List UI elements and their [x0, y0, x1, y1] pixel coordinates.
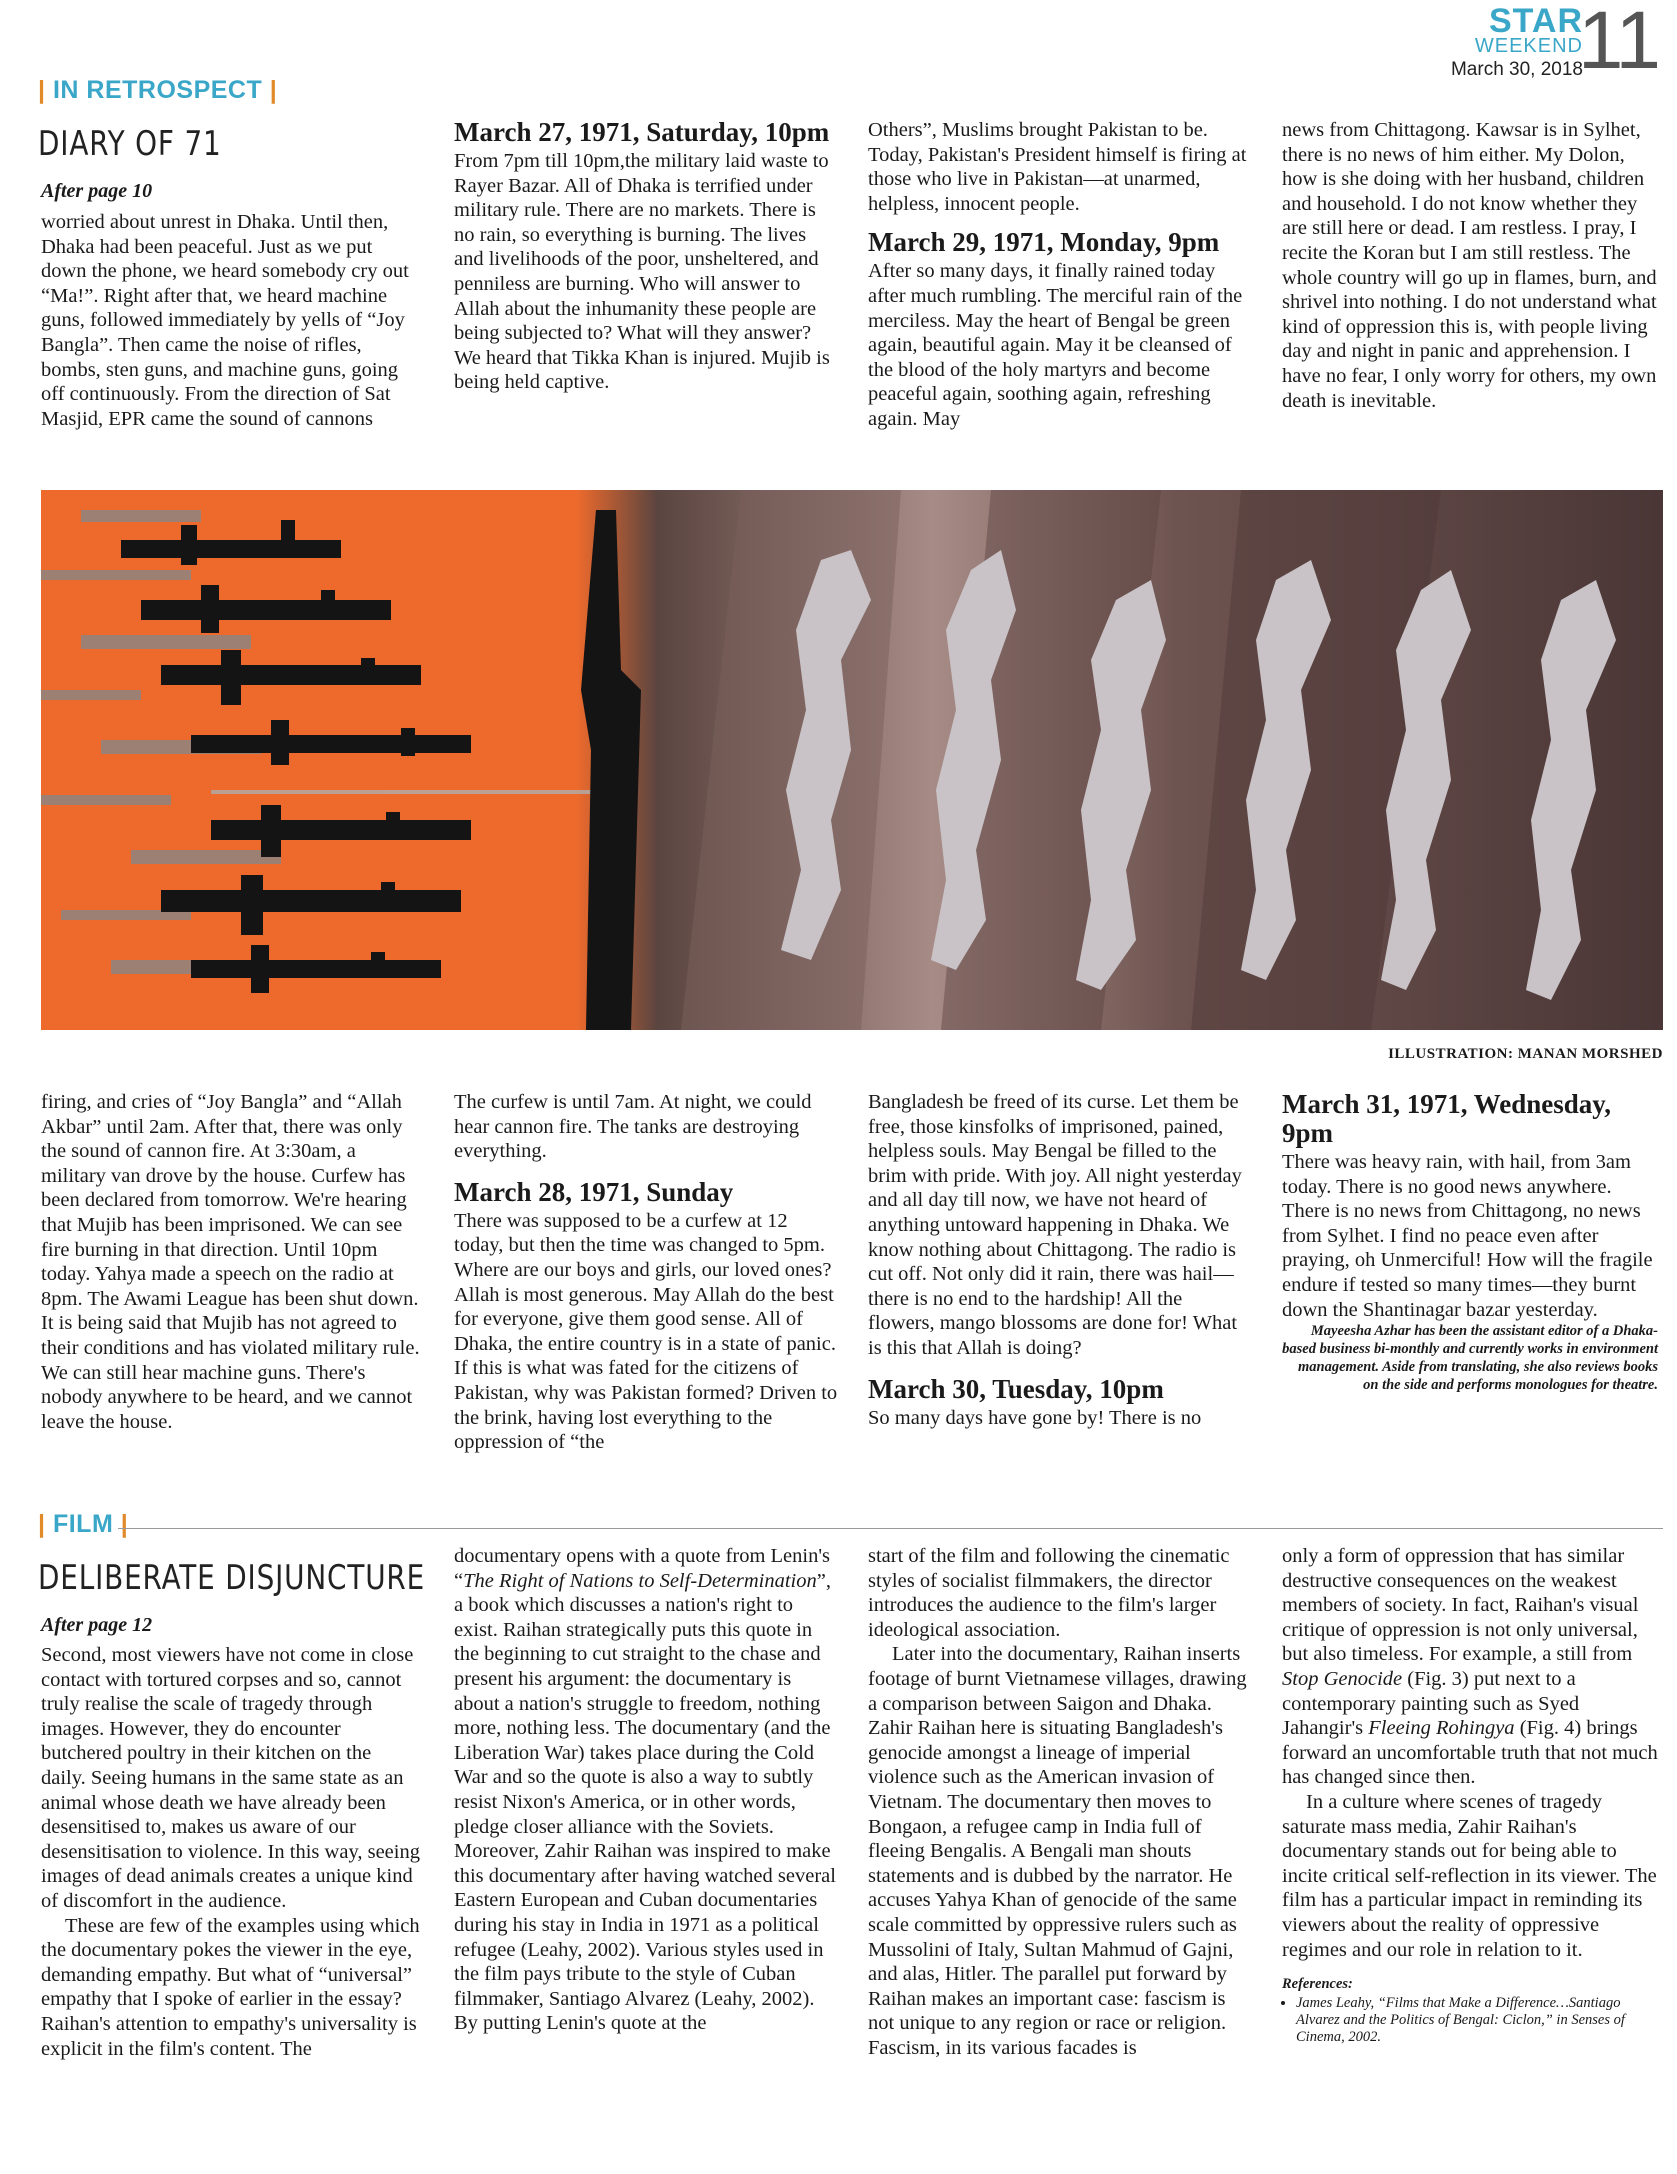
- paragraph: There was heavy rain, with hail, from 3am today. There is no good news anywhere. There is no news from Chittagong, no news from Sylhet. I find no peace even after praying, oh Unmerciful! How will the fragile endure if tested so many times—they burnt down the Shantinagar bazar yesterday.: [1282, 1151, 1653, 1321]
- article-column-5: [41, 1090, 421, 1434]
- section-label: FILM: [52, 1510, 114, 1538]
- author-bio: Mayeesha Azhar has been the assistant editor of a Dhaka-based business bi-monthly and currently works in environment management. Aside from translating, she also reviews books on the side and performs monologues for theatre.: [1282, 1323, 1658, 1394]
- paragraph: The curfew is until 7am. At night, we could hear cannon fire. The tanks are destroying everything.: [454, 1091, 812, 1163]
- page-number: 11: [1577, 0, 1659, 86]
- film-title: Stop Genocide: [1282, 1667, 1403, 1690]
- paragraph: There was supposed to be a curfew at 12 today, but then the time was changed to 5pm. Where are our boys and girls, our loved ones? Allah is most generous. May Allah do the best for everyone, give them good sense. All of Dhaka, the entire country is in a state of panic. If this is what was fated for the citizens of Pakistan, why was Pakistan formed? Driven to the brink, having lost everything to the oppression of “the: [454, 1209, 838, 1454]
- continued-from: After page 12: [41, 1614, 153, 1636]
- article-column-8: [1282, 1090, 1658, 1394]
- text-run: only a form of oppression that has similar destructive consequences on the weakest members of society. In fact, Raihan's visual critique of oppression is not only universal, but also timeless. For example, a still from: [1282, 1545, 1639, 1666]
- diary-entry-heading: March 29, 1971, Monday, 9pm: [868, 227, 1220, 258]
- article-title: DIARY OF 71: [38, 124, 222, 164]
- book-title: The Right of Nations to Self-Determination: [463, 1569, 817, 1592]
- paragraph: start of the film and following the cinematic styles of socialist filmmakers, the director introduces the audience to the film's larger ideological association.: [868, 1545, 1230, 1641]
- paragraph: So many days have gone by! There is no: [868, 1406, 1202, 1429]
- paragraph: Second, most viewers have not come in close contact with tortured corpses and so, cannot truly realise the scale of tragedy through images. However, they do encounter butchered poultry in their kitchen on the daily. Seeing humans in the same state as an animal whose death we have already been desensitised to, makes us aware of our desensitisation to violence. In this way, seeing images of dead animals creates a unique kind of discomfort in the audience.: [41, 1644, 420, 1912]
- paragraph: news from Chittagong. Kawsar is in Sylhet, there is no news of him either. My Dolon, how is she doing with her husband, children and household. I do not know whether they are still here or dead. I am restless. I pray, I recite the Koran but I am still restless. The whole country will go up in flames, burn, and shrivel into nothing. I do not understand what kind of oppression this is, with people living day and night in panic and apprehension. I have no fear, I only worry for others, my own death is inevitable.: [1282, 119, 1657, 412]
- text-run: documentary opens with a quote from Lenin's “: [454, 1545, 831, 1592]
- article-column-2: [454, 1544, 840, 2036]
- section-divider: [118, 1528, 1663, 1529]
- paragraph: worried about unrest in Dhaka. Until then, Dhaka had been peaceful. Just as we put down the phone, we heard somebody cry out “Ma!”. Right after that, we heard machine guns, followed immediately by yells of “Joy Bangla”. Then came the noise of rifles, bombs, sten guns, and machine guns, going off continuously. From the direction of Sat Masjid, EPR came the sound of cannons: [41, 211, 409, 430]
- article-column-7: [868, 1090, 1250, 1430]
- section-tag-retrospect: | IN RETROSPECT |: [38, 76, 278, 104]
- references-label: References:: [1282, 1976, 1353, 1993]
- text-run: (Fig. 3) put next to a contemporary painting such as Syed Jahangir's: [1282, 1667, 1580, 1740]
- article-column-2: [454, 118, 840, 395]
- paragraph: [454, 1544, 840, 2036]
- paragraph: Later into the documentary, Raihan inserts footage of burnt Vietnamese villages, drawing a comparison between Saigon and Dhaka. Zahir Raihan here is situating Bangladesh's genocide amongst a lineage of imperial violence such as the American invasion of Vietnam. The documentary then moves to Bongaon, a refugee camp in India full of fleeing Bengalis. A Bengali man shouts statements and is dubbed by the narrator. He accuses Yahya Khan of genocide of the same scale committed by oppressive rulers such as Mussolini of Italy, Sultan Mahmud of Gajni, and alas, Hitler. The parallel put forward by Raihan makes an important case: fascism is not unique to any region or race or religion. Fascism, in its various facades is: [868, 1643, 1247, 2059]
- paragraph: [1282, 1544, 1658, 1790]
- issue-date: March 30, 2018: [1450, 59, 1583, 80]
- section-tag-film: | FILM |: [38, 1510, 129, 1538]
- article-column-3: [868, 118, 1250, 432]
- article-title: DELIBERATE DISJUNCTURE: [38, 1558, 426, 1598]
- continued-from: After page 10: [41, 180, 153, 202]
- article-column-3: [868, 1544, 1250, 2060]
- paragraph: From 7pm till 10pm,the military laid waste to Rayer Bazar. All of Dhaka is terrified under military rule. There are no markets. There is no rain, so everything is burning. The lives and livelihoods of the poor, unsheltered, and penniless are burning. Who will answer to Allah about the inhumanity these people are being subjected to? What will they answer? We heard that Tikka Khan is injured. Mujib is being held captive.: [454, 150, 830, 394]
- diary-entry-heading: March 31, 1971, Wednesday, 9pm: [1282, 1089, 1612, 1148]
- text-run: ”, a book which discusses a nation's right to exist. Raihan strategically puts this quote in the beginning to cut straight to the chase and present his argument: the documentary is about a nation's struggle to freedom, nothing more, nothing less. The documentary (and the Liberation War) takes place during the Cold War and so the quote is also a way to subtly resist Nixon's America, or in other words, pledge closer alliance with the Soviets. Moreover, Zahir Raihan was inspired to make this documentary after having watched several Eastern European and Cuban documentaries during his stay in India in 1971 as a political refugee (Leahy, 2002). Various styles used in the film pays tribute to the style of Cuban filmmaker, Santiago Alvarez (Leahy, 2002). By putting Lenin's quote at the: [454, 1569, 836, 2035]
- reference-list: [1282, 1995, 1658, 2046]
- paragraph: Bangladesh be freed of its curse. Let them be free, those kinsfolks of imprisoned, pained, helpless souls. May Bengal be filled to the brim with pride. With joy. All night yesterday and all day till now, we have not heard of anything untoward happening in Dhaka. We know nothing about Chittagong. The radio is cut off. Not only did it rain, there was hail—there is no end to the hardship! All the flowers, mango blossoms are done for! What is this that Allah is doing?: [868, 1091, 1242, 1359]
- text-run: (Fig. 4) brings forward an uncomfortable truth that not much has changed since then.: [1282, 1717, 1658, 1789]
- diary-entry-heading: March 28, 1971, Sunday: [454, 1176, 734, 1207]
- paragraph: After so many days, it finally rained today after much rumbling. The merciful rain of the merciless. May the heart of Bengal be green again, beautiful again. May it be cleansed of the blood of the holy martyrs and become peaceful again, soothing again, refreshing again. May: [868, 260, 1243, 430]
- diary-entry-heading: March 27, 1971, Saturday, 10pm: [454, 117, 830, 147]
- paragraph: In a culture where scenes of tragedy saturate mass media, Zahir Raihan's documentary stands out for being able to incite critical self-reflection in its viewer. The film has a particular impact in reminding its viewers about the reality of oppressive regimes and our role in relation to it.: [1282, 1790, 1657, 1961]
- brand-name: STAR: [1488, 2, 1583, 40]
- painting-title: Fleeing Rohingya: [1368, 1717, 1515, 1740]
- article-column-4: [1282, 118, 1658, 413]
- paragraph: These are few of the examples using which the documentary pokes the viewer in the eye, demanding empathy. But what of “universal” empathy that I spoke of earlier in the essay? Raihan's attention to empathy's universality is explicit in the film's content. The: [41, 1914, 420, 2060]
- article-column-1: [41, 1643, 421, 2061]
- article-column-6: [454, 1090, 840, 1455]
- references: [1282, 1976, 1658, 2046]
- paragraph: firing, and cries of “Joy Bangla” and “Allah Akbar” until 2am. After that, there was only the sound of cannon fire. At 3:30am, a military van drove by the house. Curfew has been declared from tomorrow. We're hearing that Mujib has been imprisoned. We can see fire burning in that direction. Until 10pm today. Yahya made a speech on the radio at 8pm. The Awami League has been shut down. It is being said that Mujib has not agreed to their conditions and has violated military rule. We can still hear machine guns. There's nobody anywhere to be heard, and we cannot leave the house.: [41, 1091, 420, 1433]
- article-column-4: [1282, 1544, 1658, 2046]
- edition-name: WEEKEND: [1474, 35, 1583, 57]
- illustration-guns: [41, 490, 1663, 1030]
- diary-entry-heading: March 30, Tuesday, 10pm: [868, 1373, 1164, 1404]
- article-column-1: [41, 210, 421, 431]
- section-label: IN RETROSPECT: [52, 76, 263, 104]
- masthead-logo: [1451, 4, 1583, 79]
- paragraph: Others”, Muslims brought Pakistan to be. Today, Pakistan's President himself is firing at those who live in Pakistan—at unarmed, helpless, innocent people.: [868, 119, 1247, 215]
- reference-item: • James Leahy, “Films that Make a Difference…Santiago Alvarez and the Politics of Bengal: Ciclon,” in Senses of Cinema, 2002.: [1296, 1995, 1658, 2046]
- illustration-credit: ILLUSTRATION: MANAN MORSHED: [1388, 1046, 1663, 1062]
